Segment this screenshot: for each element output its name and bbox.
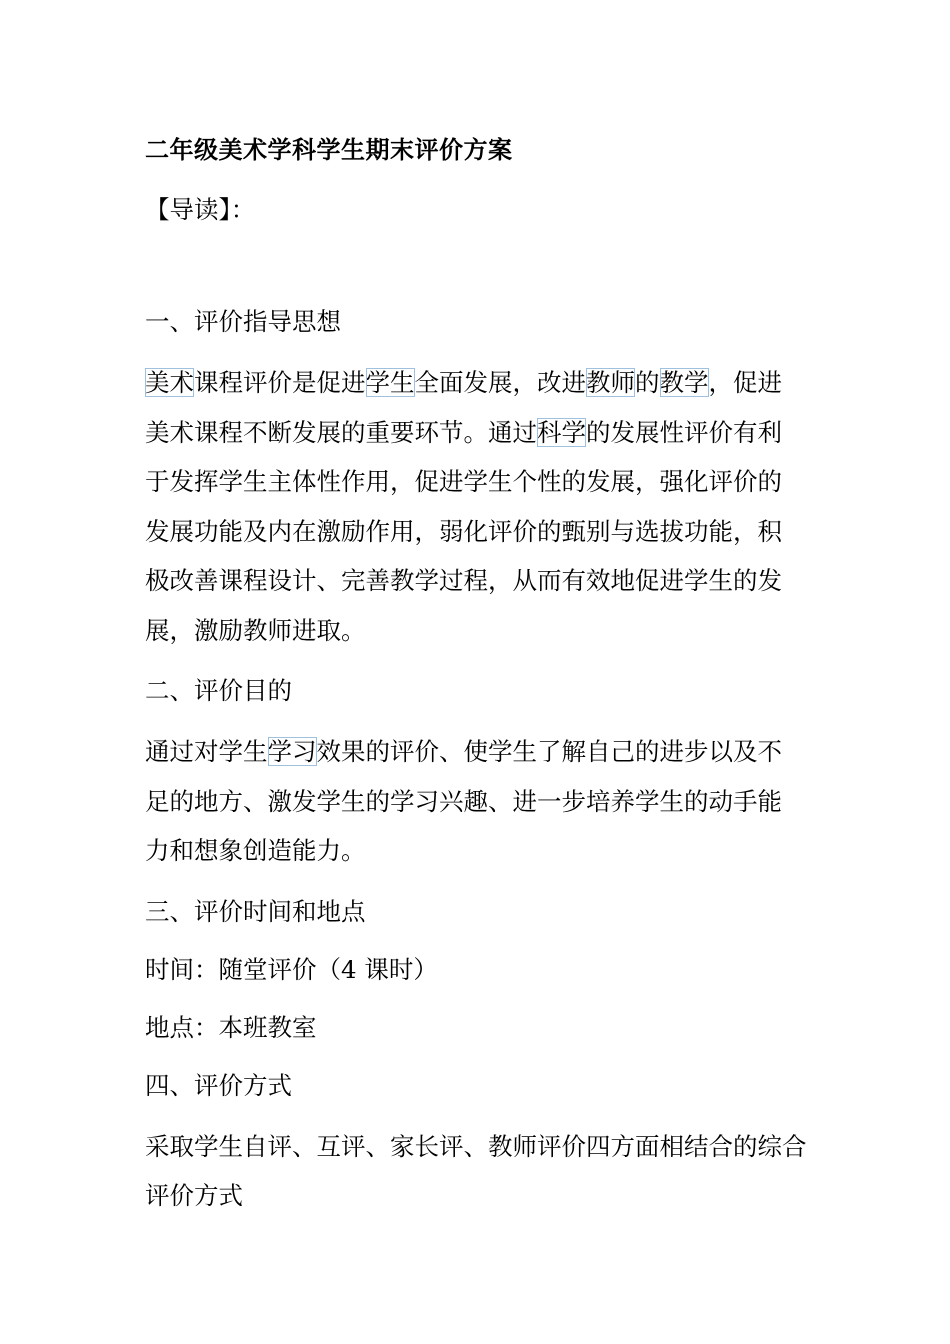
keyword-link-jiaoxue[interactable]: 教学	[659, 368, 709, 397]
section-3-heading: 三、评价时间和地点	[145, 896, 366, 926]
text-run: 的	[635, 368, 660, 397]
paragraph-line: 发展功能及内在激励作用，弱化评价的甄别与选拔功能，积	[145, 516, 782, 546]
text-run: 全面发展，改进	[414, 368, 586, 397]
text-run: 效果的评价、使学生了解自己的进步以及不	[316, 737, 782, 766]
section-4-heading: 四、评价方式	[145, 1070, 292, 1100]
document-title: 二年级美术学科学生期末评价方案	[145, 136, 513, 164]
keyword-link-jiaoshi[interactable]: 教师	[586, 368, 635, 397]
paragraph-line	[145, 727, 810, 777]
section-4-paragraph	[145, 1122, 810, 1221]
paragraph-line	[145, 408, 810, 458]
evaluation-time: 时间：随堂评价（4 课时）	[145, 954, 438, 984]
paragraph-line: 足的地方、激发学生的学习兴趣、进一步培养学生的动手能	[145, 786, 782, 816]
keyword-link-meishu[interactable]: 美术	[145, 368, 194, 397]
keyword-link-kexue[interactable]: 科学	[537, 417, 586, 447]
section-2-heading: 二、评价目的	[145, 676, 292, 705]
document-page	[145, 128, 810, 1221]
paragraph-line	[145, 358, 810, 408]
text-run: 课程评价是促进	[194, 368, 366, 397]
section-2-paragraph	[145, 727, 810, 876]
text-run: 的发展性评价有利	[586, 417, 782, 447]
paragraph-line: 于发挥学生主体性作用，促进学生个性的发展，强化评价的	[145, 467, 782, 496]
paragraph-line: 力和想象创造能力。	[145, 836, 366, 865]
evaluation-place: 地点：本班教室	[145, 1012, 317, 1042]
lead-label: 【导读】：	[145, 195, 256, 224]
text-run: ，促进	[708, 368, 782, 397]
paragraph-line: 极改善课程设计、完善教学过程，从而有效地促进学生的发	[145, 566, 782, 595]
paragraph-line: 展，激励教师进取。	[145, 615, 366, 645]
paragraph-line: 评价方式	[145, 1181, 243, 1210]
text-run: 美术课程不断发展的重要环节。通过	[145, 417, 537, 447]
keyword-link-xuexi[interactable]: 学习	[267, 737, 317, 766]
section-1-paragraph	[145, 358, 810, 655]
keyword-link-xuesheng[interactable]: 学生	[365, 368, 415, 397]
paragraph-line: 采取学生自评、互评、家长评、教师评价四方面相结合的综合	[145, 1131, 807, 1161]
section-1-heading: 一、评价指导思想	[145, 307, 341, 336]
text-run: 通过对学生	[145, 737, 268, 766]
